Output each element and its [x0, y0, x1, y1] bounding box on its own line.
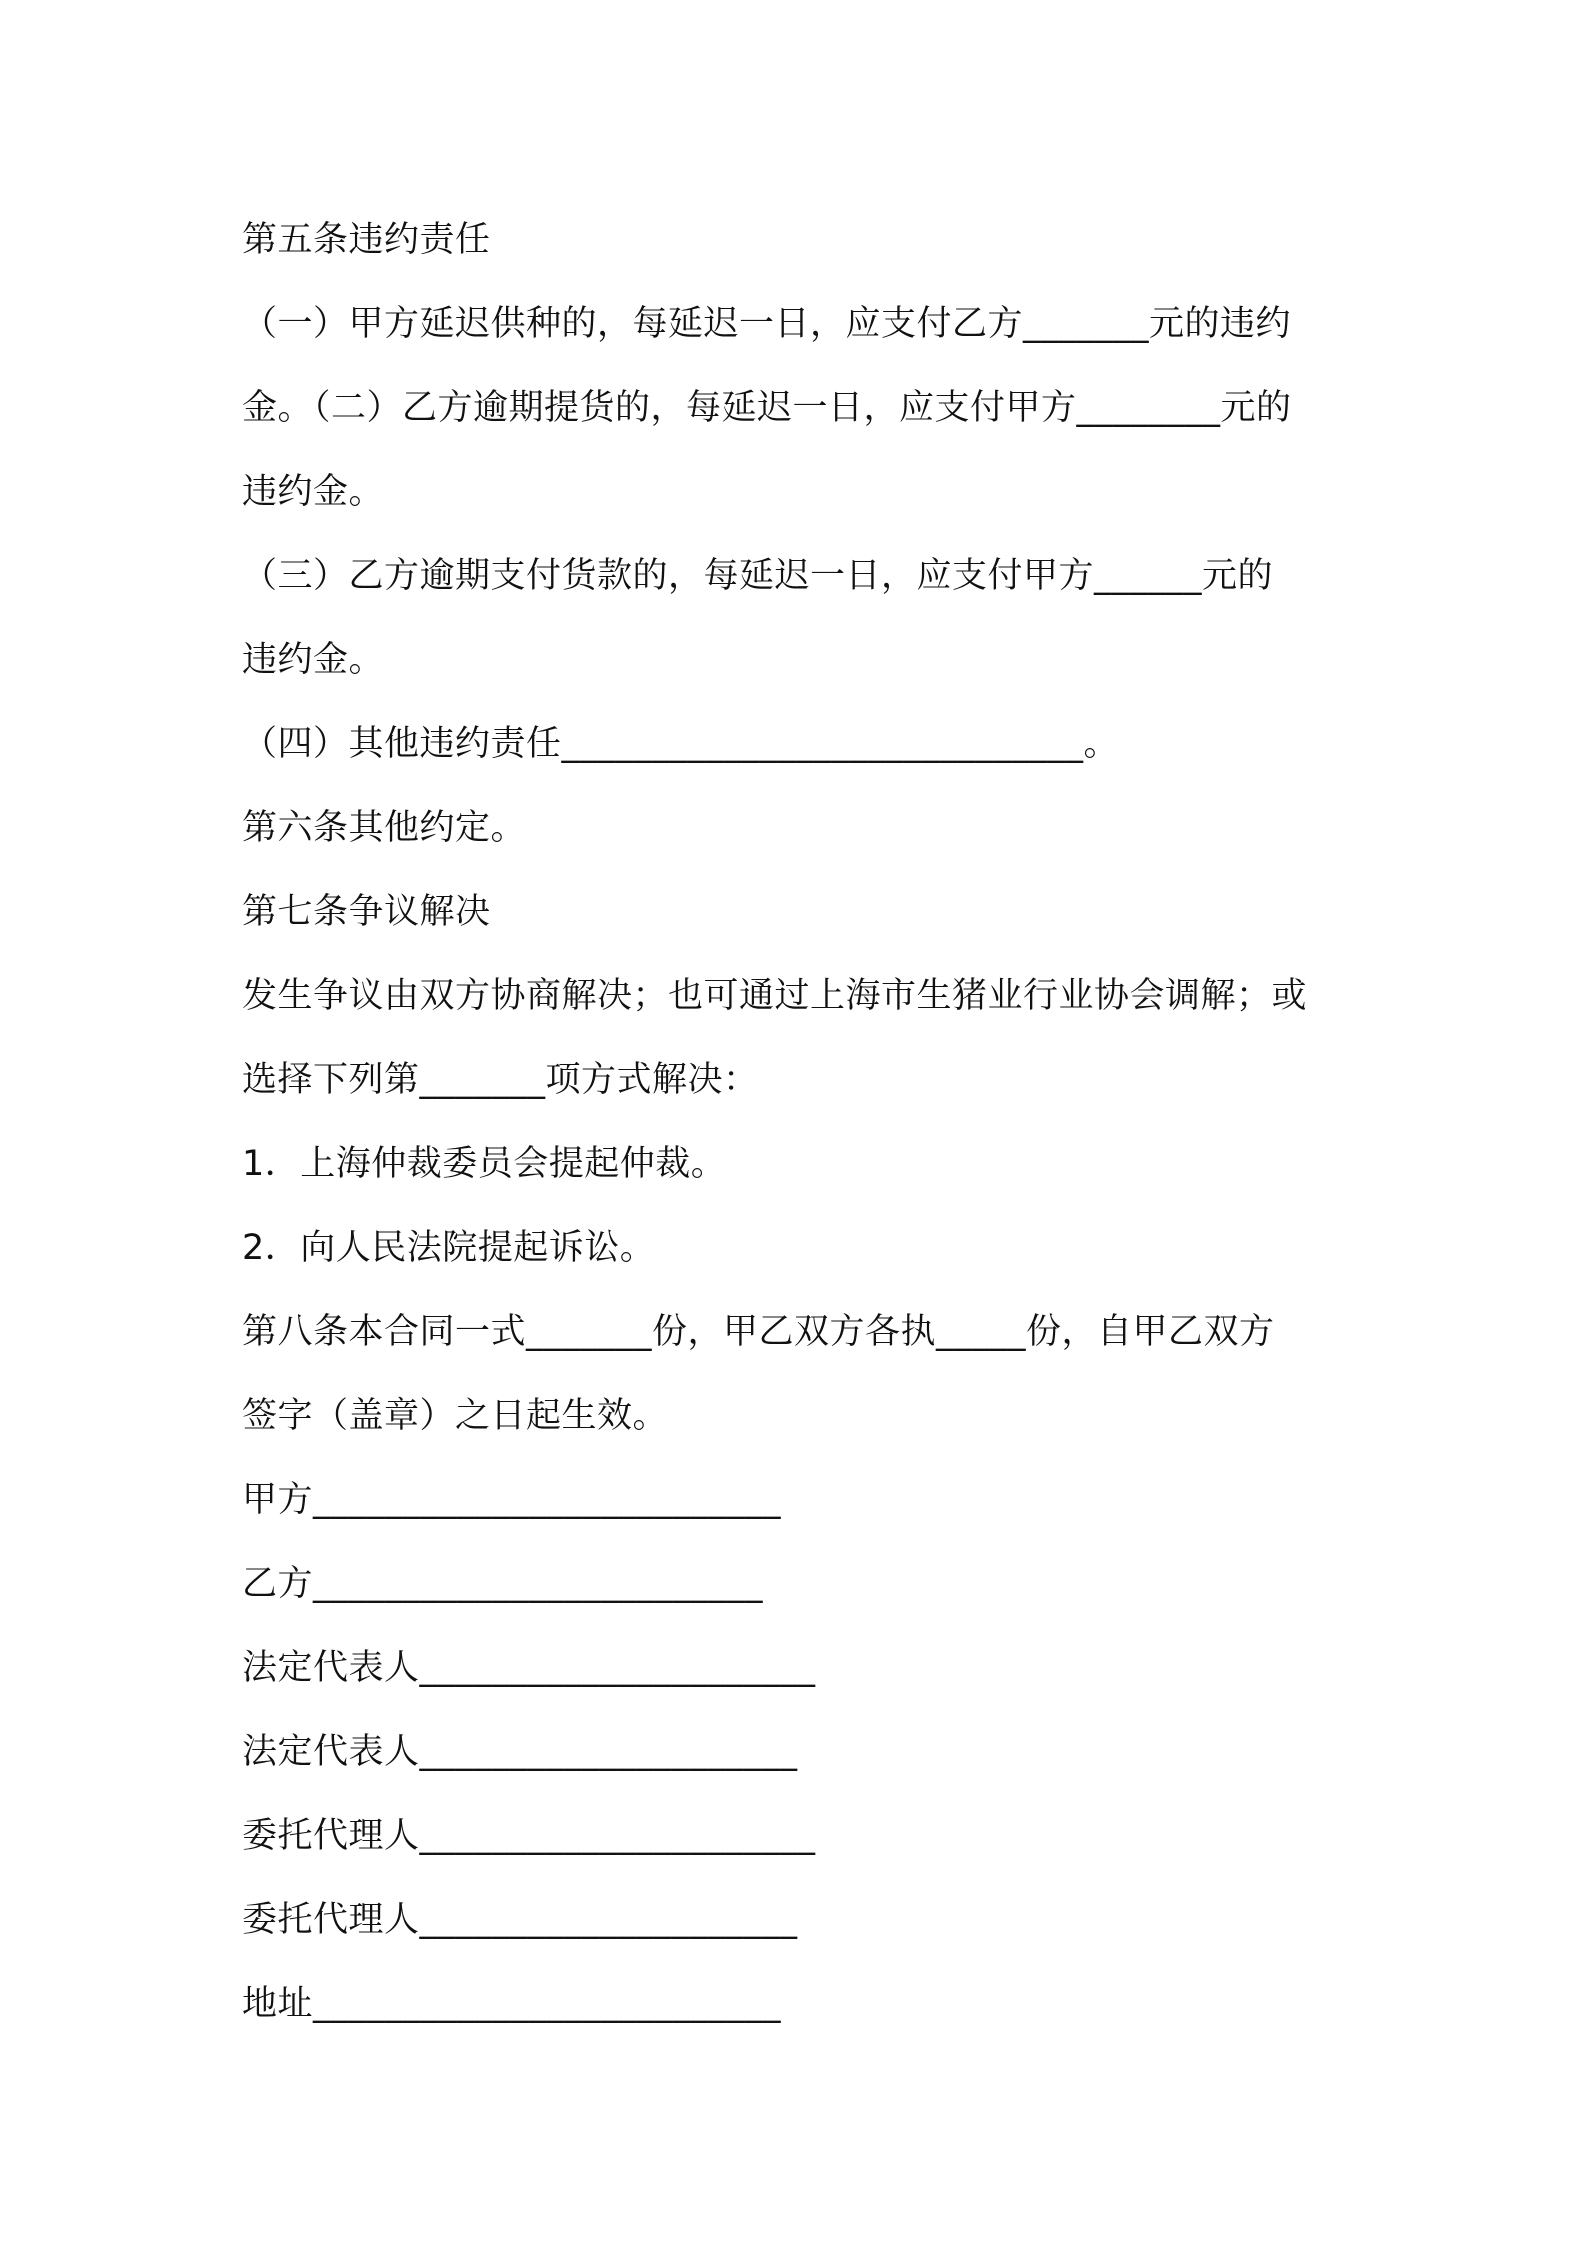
- paragraph-line: 金。（二）乙方逾期提货的，每延迟一日，应支付甲方________元的: [242, 388, 1292, 428]
- paragraph-line: 选择下列第_______项方式解决：: [242, 1060, 759, 1100]
- paragraph-line: 签字（盖章）之日起生效。: [242, 1396, 669, 1436]
- signature-field-party-a: 甲方__________________________: [242, 1480, 782, 1520]
- list-item: 1．上海仲裁委员会提起仲裁。: [242, 1144, 727, 1184]
- contract-page: [242, 198, 1362, 2046]
- signature-field-party-b: 乙方_________________________: [242, 1564, 764, 1604]
- signature-field-legal-rep: 法定代表人______________________: [242, 1648, 816, 1688]
- paragraph-line: 违约金。: [242, 640, 385, 680]
- section-heading-5: 第五条违约责任: [242, 220, 491, 260]
- section-heading-8: 第八条本合同一式_______份，甲乙双方各执_____份，自甲乙双方: [242, 1312, 1275, 1352]
- paragraph-line: 发生争议由双方协商解决；也可通过上海市生猪业行业协会调解；或: [242, 976, 1308, 1016]
- signature-field-agent: 委托代理人______________________: [242, 1816, 816, 1856]
- signature-field-legal-rep: 法定代表人_____________________: [242, 1732, 798, 1772]
- paragraph-line: （四）其他违约责任_____________________________。: [242, 724, 1120, 764]
- signature-field-agent: 委托代理人_____________________: [242, 1900, 798, 1940]
- signature-field-address: 地址__________________________: [242, 1984, 782, 2024]
- paragraph-line: （一）甲方延迟供种的，每延迟一日，应支付乙方_______元的违约: [242, 304, 1292, 344]
- section-heading-7: 第七条争议解决: [242, 892, 491, 932]
- section-heading-6: 第六条其他约定。: [242, 808, 527, 848]
- paragraph-line: 违约金。: [242, 472, 385, 512]
- paragraph-line: （三）乙方逾期支付货款的，每延迟一日，应支付甲方______元的: [242, 556, 1274, 596]
- list-item: 2．向人民法院提起诉讼。: [242, 1228, 656, 1268]
